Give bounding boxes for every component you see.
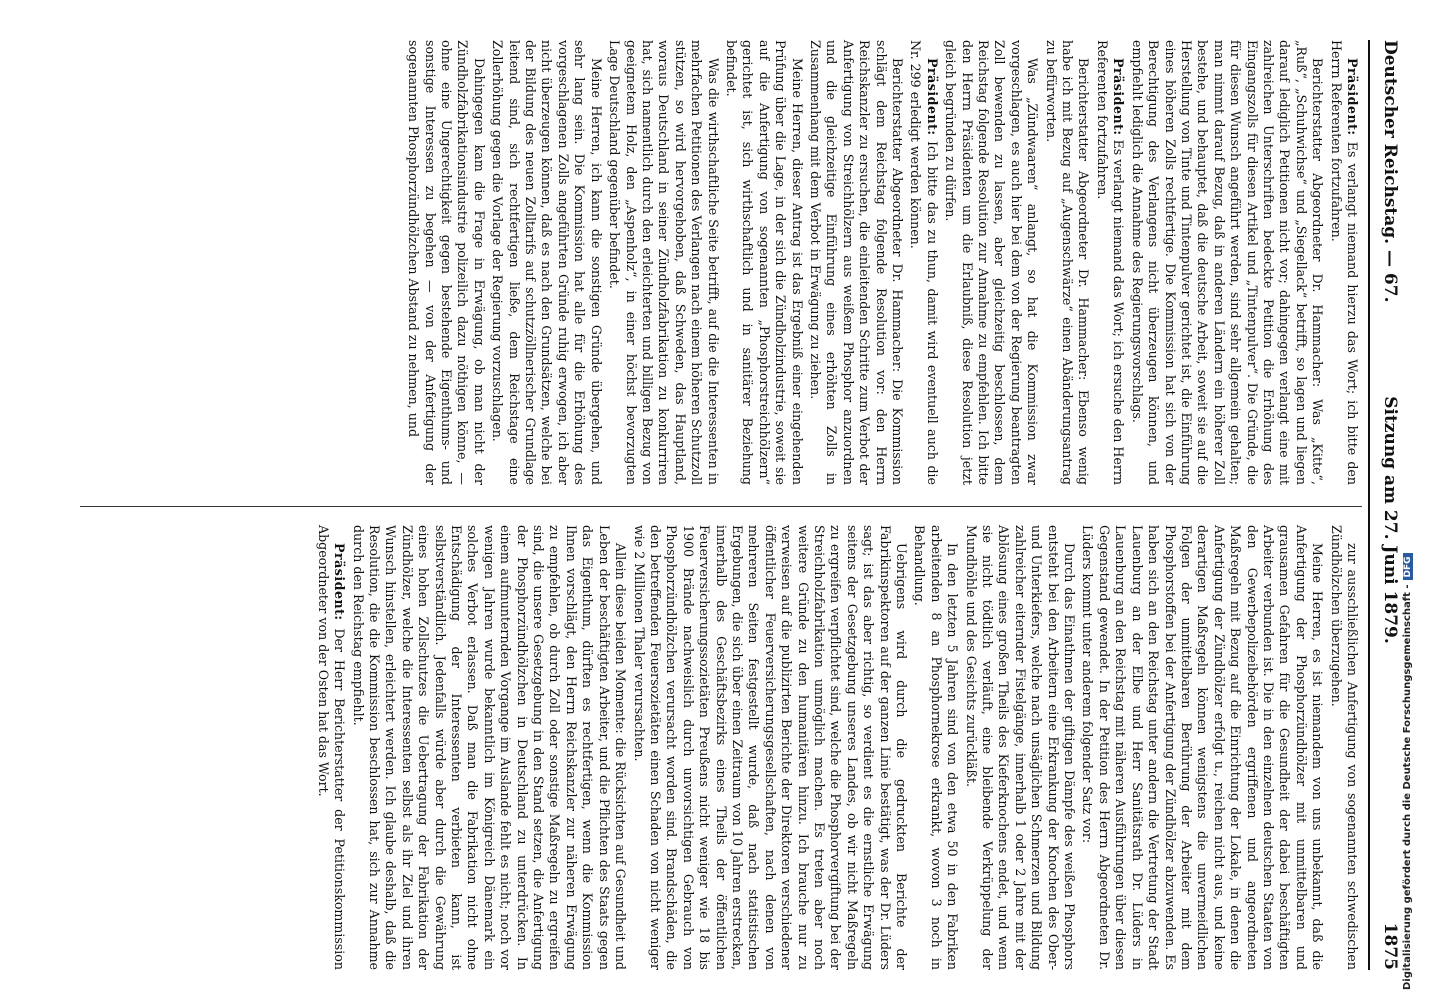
paragraph <box>1327 525 1360 970</box>
paragraph <box>1327 40 1360 485</box>
speaker-label: Präsident: <box>1111 58 1127 136</box>
text-column-left <box>403 40 1360 485</box>
page-number: 1875 <box>1380 922 1400 970</box>
paragraph-text: Ich bitte das zu thun, damit wird eventuell auch die Nr. 299 erledigt werden können. <box>908 40 940 485</box>
paragraph <box>489 40 604 485</box>
speaker-label: Präsident: <box>924 58 940 136</box>
page-content <box>80 40 1410 970</box>
paragraph <box>630 525 909 970</box>
column-divider <box>80 506 1362 507</box>
digitization-credit <box>1402 553 1413 990</box>
paragraph-text: Meine Herren, ich kann die sonstigen Gründe übergehen, und sehr lang sein. Die Kommission hat alle für die Erhöhung des vorgeschlagenen Zolls angeführten Gründe ruhig erwogen, ich aber nicht überzeugen können, daß es nach den Grundsätzen, welche bei der Bildung des neuen Zolltarifs auf schutzzöllnerischer Grundlage leitend sind, sich rechtfertigen ließe, dem Reichstage eine Zollerhöhung gegen die Vorlage der Regierung vorzuschlagen. <box>490 40 604 485</box>
paragraph-text: Meine Herren, dieser Antrag ist das Ergebniß einer eingehenden Prüfung über die Lage, in der sich die Zündholzindustrie, soweit sie auf die Anfertigung von sogenannten „Phosphorstreichhölzern“ gerichtet ist, sich wirthschaftlich und in sanitärer Beziehung befindet. <box>723 40 805 485</box>
paragraph-text: zur ausschließlichen Anfertigung von sogenannten schwedischen Zündhölzchen überzugehen. <box>1328 525 1360 970</box>
paragraph <box>314 525 347 970</box>
paragraph-text: Dahingegen kam die Frage in Erwägung, ob man nicht der Zündholzfabrikationsindustrie polizeilich dazu nöthigen könne, — ohne eine Ungerechtigkeit gegen bestehende Eigenthums- und sonstige Interessen zu begehen — von der Anfertigung der sogenannten Phosphorzündhölzchen Abstand zu nehmen, und <box>406 40 487 485</box>
paragraph <box>907 40 940 485</box>
paragraph <box>807 40 905 485</box>
paragraph-text: Was die wirthschaftliche Seite betrifft, auf die die Interessenten in mehrfachen Petitionen des Verlangen nach einem höheren Schutzzoll stützen, so wird hervorgehoben, daß Schweden, das Hauptland, woraus Deutschland in seiner Zündholzfabrikation zu konkurriren hat, sich namentlich durch den erleichterten und billigen Bezug von geeignetem Holz, den „Aspenholz“, in einer höchst bevorzugten Lage Deutschland gegenüber befindet. <box>607 40 721 485</box>
paragraph-text: Allein diese beiden Momente: die Rücksichten auf Gesundheit und Leben der beschäftigten Arbeiter, und die Pflichten des Staats gegen das Eigenthum, dürften es rechtfertigen, wenn die Kommission Ihnen vorschlägt, den Herrn Reichskanzler zur näheren Erwägung zu empfehlen, ob durch Zoll oder sonstige Maßregeln zu ergreifen sind, die unsere Gesetzgebung in den Stand setzen, die Anfertigung der Phosphorzündhölzchen in Deutschland zu unterdrücken. In einem aufmunternden Vorgange im Auslande fehlt es nicht; noch vor wenigen Jahren wurde bekanntlich im Königreich Dänemark ein solches Verbot erlassen. Daß man die Fabrikation nicht ohne Entschädigung der Interessenten verbieten kann, ist selbstverständlich. Jedenfalls würde aber durch die Gewährung eines hohen Zollschutzes die Uebertragung der Fabrikation der Zündhölzer, welche die Interessenten selbst als ihr Ziel und ihren Wunsch hinstellen, erleichtert werden. Ich glaube deshalb, daß die Resolution, die die Kommission beschlossen hat, sich zur Annahme durch den Reichstag empfiehlt. <box>350 525 629 970</box>
paragraph-text: Durch das Einathmen der giftigen Dämpfe des weißen Phosphors entsteht bei den Arbeitern eine Erkrankung der Knochen des Ober- und Unterkiefers, welche nach unsäglichen Schmerzen und Bildung zahlreicher eiternder Fistelgänge, innerhalb 1 oder 2 Jahre mit der Ablösung eines großen Theils des Kieferknochens endet, und wenn sie nicht tödtlich verläuft, eine bleibende Verkrüppelung der Mundhöhle und des Gesichts zurückläßt. <box>963 525 1078 970</box>
paragraph <box>723 40 805 485</box>
paragraph-text: Meine Herren, es ist niemandem von uns unbekannt, daß die Anfertigung der Phosphorzündhölzer mit unmittelbaren und grausamen Gefahren für die Gesundheit der dabei beschäftigten Arbeiter verbunden ist. Die in den einzelnen deutschen Staaten von den Gewerbepolizeibehörden ergriffenen und angeordneten Maßregeln mit Bezug auf die Einrichtung der Lokale, in denen die Anfertigung der Zündhölzer erfolgt u., reichen nicht aus, und keine derartigen Maßregeln können wenigstens die unvermeidlichen Folgen der unmittelbaren Berührung der Arbeiter mit dem Phosphorstoffen bei der Anfertigung der Zündhölzer abzuwenden. Es haben sich an den Reichstag unter andern die Vertretung der Stadt Lauenburg an der Elbe und Herr Sanitätsrath Dr. Lüders in Lauenburg an den Reichstag mit näheren Ausführungen über diesen Gegenstand gewendet. In der Petition des Herrn Abgeordneten Dr. Lüders kommt unter anderem folgender Satz vor: <box>1080 525 1326 970</box>
paragraph-text: Was „Zündwaaren“ anlangt, so hat die Kommission zwar vorgeschlagen, es auch hier bei dem von der Regierung beantragten Zoll bewenden zu lassen, aber gleichzeitig beschlossen, dem Reichstag folgende Resolution zur Annahme zu empfehlen. Ich bitte den Herrn Präsidenten um die Erlaubniß, diese Resolution jetzt gleich begründen zu dürfen. <box>943 40 1041 485</box>
paragraph-text: In den letzten 5 Jahren sind von den etwa 50 in den Fabriken arbeitenden 8 an Phosphornekrose erkrankt, wovon 3 noch in Behandlung. <box>912 525 961 970</box>
paragraph <box>911 525 960 970</box>
dfg-logo: DFG <box>1403 553 1413 580</box>
paragraph <box>942 40 1040 485</box>
paragraph <box>1042 40 1091 485</box>
paragraph-text: Berichterstatter Abgeordneter Dr. Hammacher: Die Kommission schlägt dem Reichstag folgende Resolution vor: den Herrn Reichskanzler zu ersuchen, die einleitenden Schritte zum Verbot der Anfertigung von Streichhölzern aus weißem Phosphor anzuordnen und die gleichzeitige Einführung eines erhöhten Zolls in Zusammenhang mit dem Verbot in Erwägung zu ziehen. <box>808 40 906 485</box>
paragraph <box>1128 40 1325 485</box>
credit-text: Digitalisierung gefördert durch die Deutsche Forschungsgemeinschaft - <box>1402 584 1413 990</box>
header-title: Sitzung am 27. Juni 1879. <box>1380 396 1400 644</box>
paragraph <box>606 40 721 485</box>
paragraph <box>1094 40 1127 485</box>
paragraph <box>349 525 628 970</box>
text-column-right <box>312 525 1360 970</box>
paragraph <box>962 525 1077 970</box>
paragraph <box>1079 525 1325 970</box>
paragraph <box>405 40 487 485</box>
paragraph-text: Der Herr Berichterstatter der Petitionskommission Abgeordneter von der Osten hat das Wort. <box>315 525 348 970</box>
header-rule <box>1368 40 1370 970</box>
paragraph-text: Berichterstatter Abgeordneter Dr. Hammacher: Ebenso wenig habe ich mit Bezug auf „Augenschwärze“ einen Abänderungsantrag zu befürworten. <box>1043 40 1092 485</box>
paragraph-text: Es verlangt niemand das Wort; ich ersuche den Herrn Referenten fortzufahren. <box>1094 40 1127 485</box>
paragraph-text: Uebrigens wird durch die gedruckten Berichte der Fabrikinspektoren auf der ganzen Linie bestätigt, was der Dr. Lüders sagt; ist das aber richtig, so verdient es die ernstliche Erwägung seitens der Gesetzgebung unseres Landes, ob wir nicht Maßregeln zu ergreifen verpflichtet sind, welche die Phosphorvergiftung bei der Streichholzfabrikation unmöglich machen. Es treten aber noch weitere Gründe zu den humanitären hinzu. Ich brauche nur zu verweisen auf die publizirten Berichte der Direktoren verschiedener öffentlicher Feuerversicherungsgesellschaften, nach denen von mehreren Seiten festgestellt wurde, daß nach statistischen Ergebungen, die sich über einen Zeitraum von 10 Jahren erstrecken, innerhalb des Geschäftsbezirks eines Theils der öffentlichen Feuerversicherungssozietäten Preußens nicht weniger wie 18 bis 1900 Brände nachweislich durch unvorsichtigen Gebrauch von Phosphorzündhölzchen verursacht worden sind. Brandschäden, die den betreffenden Feuersozietäten einen Schaden von nicht weniger wie 2 Millionen Thaler verursachten. <box>631 525 910 970</box>
speaker-label: Präsident: <box>332 543 348 621</box>
speaker-label: Präsident: <box>1345 58 1360 136</box>
header-left: Deutscher Reichstag. — 67. <box>1380 40 1400 303</box>
paragraph-text: Es verlangt niemand hierzu das Wort; ich bitte den Herrn Referenten fortzufahren. <box>1328 40 1360 485</box>
paragraph-text: Berichterstatter Abgeordneter Dr. Hammacher: Was „Kitte“, „Ruß“, „Schuhwichse“ und „Siegellack“ betrifft, so lagen und liegen darauf lediglich Petitionen nicht vor; dahingegen verlangt eine mit zahlreichen Unterschriften bedeckte Petition die Erhöhung des Eingangszolls für diesen Artikel und „Tintenpulver“. Die Gründe, die für diesen Wunsch angeführt werden, sind sehr allgemein gehalten; man nimmt darauf Bezug, daß in anderen Ländern ein höherer Zoll bestehe, und behauptet, daß die deutsche Arbeit, soweit sie auf die Herstellung von Tinte und Tintenpulver gerichtet ist, die Einführung eines höheren Zolls rechtfertige. Die Kommission hat sich von der Berechtigung des Verlangens nicht überzeugen können, und empfiehlt lediglich die Annahme des Regierungsvorschlags. <box>1129 40 1326 485</box>
